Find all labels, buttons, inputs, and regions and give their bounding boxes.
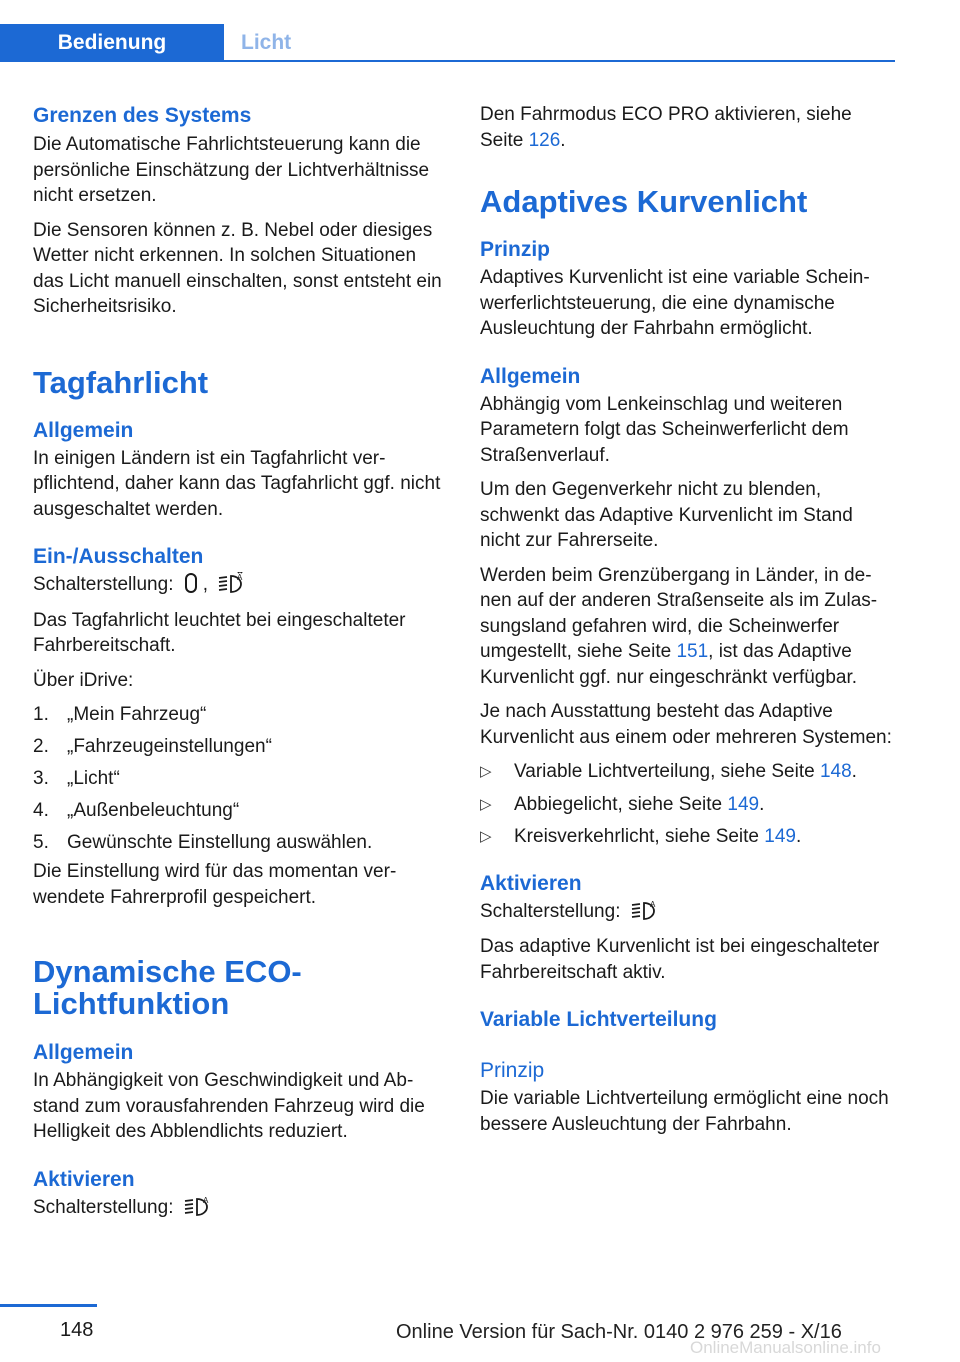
grenzuebergang-text: Werden beim Grenzübergang in Länder, in denen auf der anderen Straßenseite als im Zulassungsland gefahren wird, die Scheinwerfer umgestellt, siehe Seite xyxy=(480,564,878,662)
tab-licht[interactable]: Licht xyxy=(241,31,292,54)
eco-allgemein-paragraph: In Abhängigkeit von Geschwindigkeit und Abstand zum vorausfahrenden Fahrzeug wird die Helligkeit des Abblendlichts reduziert. xyxy=(33,1070,425,1142)
online-version-note: Online Version für Sach-Nr. 0140 2 976 259 - X/16 xyxy=(396,1321,842,1343)
eco-aktivieren-heading: Aktivieren xyxy=(33,1167,135,1191)
systeme-list xyxy=(480,756,895,854)
footer-divider xyxy=(0,1304,97,1307)
eco-lichtfunktion-heading: Dynamische ECO-Lichtfunktion xyxy=(33,954,302,1021)
step-number: 4. xyxy=(33,800,49,821)
list-item: ▷ Variable Lichtverteilung, siehe Seite 148. xyxy=(480,756,895,789)
automatic-headlight-icon xyxy=(217,572,247,602)
zero-position-icon xyxy=(183,572,199,602)
eco-allgemein-heading: Allgemein xyxy=(33,1041,134,1064)
variable-lichtverteilung-heading: Variable Lichtverteilung xyxy=(480,1008,717,1031)
prinzip-heading: Prinzip xyxy=(480,238,551,261)
svg-text:A: A xyxy=(649,899,656,909)
list-item: ▷ Kreisverkehrlicht, siehe Seite 149. xyxy=(480,821,895,854)
page-link-149[interactable]: 149 xyxy=(764,826,796,847)
step-text: „Außenbeleuchtung“ xyxy=(67,800,240,821)
aktivieren-heading: Aktivieren xyxy=(480,871,582,895)
step-number: 3. xyxy=(33,768,49,789)
left-column xyxy=(33,102,448,1224)
step-text: „Fahrzeugeinstellungen“ xyxy=(67,736,272,757)
tab-bedienung[interactable]: Bedienung xyxy=(0,24,224,62)
allgemein-heading: Allgemein xyxy=(33,418,134,442)
schalterstellung-label: Schalterstellung: xyxy=(33,574,174,595)
aktivieren-paragraph: Das adaptive Kurvenlicht ist bei eingeschalteter Fahrbereitschaft aktiv. xyxy=(480,936,880,983)
header-divider xyxy=(0,60,895,62)
schalterstellung-label: Schalterstellung: xyxy=(480,900,621,922)
schalterstellung-line xyxy=(33,572,448,602)
page-link-151[interactable]: 151 xyxy=(676,641,709,662)
bullet-text: Kreisverkehrlicht, siehe Seite xyxy=(514,826,759,847)
header-bar xyxy=(0,0,895,62)
schalterstellung-label: Schalterstellung: xyxy=(33,1196,174,1218)
page-link-149[interactable]: 149 xyxy=(727,793,760,815)
allgemein-paragraph-1: Abhängig vom Lenkeinschlag und weiteren Parametern folgt das Scheinwerferlicht dem Straßenverlauf. xyxy=(480,393,849,466)
allgemein-paragraph-3 xyxy=(480,563,895,691)
grenzuebergang-text-end: , ist das Adaptive Kurvenlicht ggf. nur eingeschränkt verfügbar. xyxy=(480,641,858,688)
variable-prinzip-paragraph: Die variable Lichtverteilung ermöglicht eine noch bessere Ausleuchtung der Fahrbahn. xyxy=(480,1088,889,1135)
bullet-text: Variable Lichtverteilung, siehe Seite xyxy=(514,761,815,782)
page-link-148[interactable]: 148 xyxy=(819,761,852,782)
eco-schalterstellung-line xyxy=(33,1195,448,1225)
list-item xyxy=(33,731,448,763)
grenzen-heading: Grenzen des Systems xyxy=(33,104,252,127)
right-column xyxy=(480,102,895,1137)
list-item xyxy=(33,795,448,827)
watermark: OnlineManualsonline.info xyxy=(690,1338,881,1357)
einstellung-gespeichert-paragraph: Die Einstellung wird für das momentan verwendete Fahrerprofil gespeichert. xyxy=(33,861,397,908)
triangle-bullet-icon: ▷ xyxy=(480,795,492,813)
svg-text:A: A xyxy=(237,573,243,582)
adaptives-kurvenlicht-heading: Adaptives Kurvenlicht xyxy=(480,184,808,219)
prinzip-paragraph: Adaptives Kurvenlicht ist eine variable Scheinwerferlichtsteuerung, die eine dynamische Ausleuchtung der Fahrbahn ermöglicht. xyxy=(480,267,870,339)
idrive-steps-list xyxy=(33,699,448,859)
tagfahrlicht-leuchtet-paragraph: Das Tagfahrlicht leuchtet bei eingeschalteter Fahrbereitschaft. xyxy=(33,609,406,656)
grenzen-paragraph-2: Die Sensoren können z. B. Nebel oder diesiges Wetter nicht erkennen. In solchen Situationen das Licht manuell einschalten, sonst entsteht ein Sicherheitsrisiko. xyxy=(33,219,442,317)
eco-pro-text: Den Fahrmodus ECO PRO aktivieren, siehe Seite xyxy=(480,104,852,151)
variable-prinzip-heading: Prinzip xyxy=(480,1059,545,1082)
list-item: ▷ Abbiegelicht, siehe Seite 149. xyxy=(480,789,895,822)
allgemein-paragraph-4: Je nach Ausstattung besteht das Adaptive Kurvenlicht aus einem oder mehreren Systemen: xyxy=(480,701,892,748)
step-text: Gewünschte Einstellung auswählen. xyxy=(67,832,373,853)
step-number: 1. xyxy=(33,704,49,725)
allgemein-heading: Allgemein xyxy=(480,364,581,388)
allgemein-paragraph: In einigen Ländern ist ein Tagfahrlicht verpflichtend, daher kann das Tagfahrlicht ggf. nicht ausgeschaltet werden. xyxy=(33,447,441,520)
page-link-126[interactable]: 126 xyxy=(528,129,561,151)
list-item xyxy=(33,827,448,859)
svg-text:A: A xyxy=(202,1195,209,1205)
list-item xyxy=(33,763,448,795)
allgemein-paragraph-2: Um den Gegenverkehr nicht zu blenden, schwenkt das Adaptive Kurvenlicht im Stand nicht zur Fahrerseite. xyxy=(480,479,853,551)
bullet-text: Abbiegelicht, siehe Seite xyxy=(514,793,723,815)
automatic-headlight-icon xyxy=(630,899,660,929)
grenzen-paragraph-1: Die Automatische Fahrlichtsteuerung kann die persönliche Einschätzung der Lichtverhältnisse nicht ersetzen. xyxy=(33,134,430,206)
page-number: 148 xyxy=(60,1319,94,1341)
list-item xyxy=(33,699,448,731)
step-text: „Licht“ xyxy=(67,768,120,789)
triangle-bullet-icon: ▷ xyxy=(480,763,492,780)
step-text: „Mein Fahrzeug“ xyxy=(67,704,207,725)
ein-aus-heading: Ein-/Ausschalten xyxy=(33,545,204,568)
step-number: 5. xyxy=(33,832,49,853)
aktivieren-schalterstellung-line xyxy=(480,899,895,929)
eco-pro-paragraph: Den Fahrmodus ECO PRO aktivieren, siehe Seite 126. xyxy=(480,104,852,151)
automatic-headlight-icon xyxy=(183,1195,213,1225)
triangle-bullet-icon: ▷ xyxy=(480,828,492,845)
step-number: 2. xyxy=(33,736,49,757)
tagfahrlicht-heading: Tagfahrlicht xyxy=(33,364,209,400)
ueber-idrive-paragraph: Über iDrive: xyxy=(33,669,134,691)
schalter-separator: , xyxy=(202,574,209,595)
